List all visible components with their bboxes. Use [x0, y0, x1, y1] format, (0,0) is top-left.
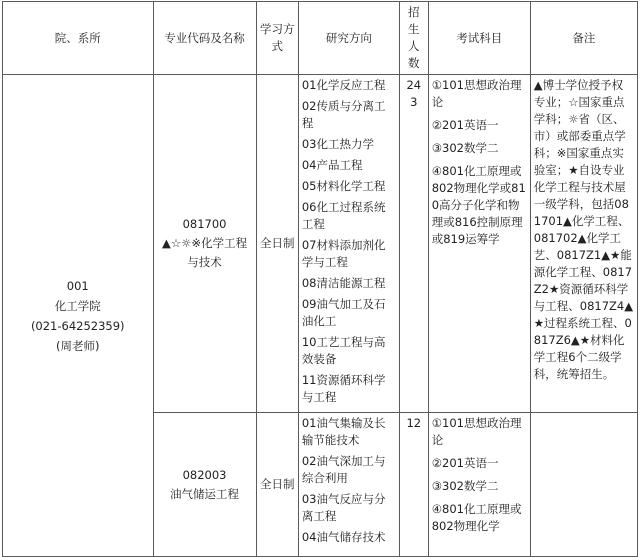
department-contact: (周老师): [56, 338, 100, 353]
list-item: ①101思想政治理论: [431, 416, 522, 447]
list-item: 01油气集输及长输节能技术: [301, 416, 386, 447]
major-code: 082003: [182, 467, 227, 482]
department-code: 001: [66, 278, 89, 293]
list-item: 08清洁能源工程: [301, 276, 386, 290]
list-item: 09油气加工及石油化工: [301, 297, 386, 328]
list-item: 05材料化学工程: [301, 179, 386, 193]
header-research: 研究方向: [298, 2, 399, 75]
exam-list: [432, 77, 527, 248]
major-name: 油气储运工程: [170, 486, 240, 501]
list-item: 07材料添加剂化学与工程: [301, 238, 386, 269]
research-list: [302, 415, 396, 546]
notes-cell: ▲博士学位授予权专业；☆国家重点学科；☼省（区、市）或部委重点学科；※国家重点实验室；★自设专业化学工程与技术屋一级学科，包括081701▲化学工程、081702▲化学工艺、0817Z1▲★能源化学工程、0817Z2★资源循环科学与工程、0817Z4▲★过程系统工程、0817Z6▲★材料化学工程6个二级学科，统筹招生。: [530, 75, 637, 413]
header-dept: 院、系所: [3, 2, 154, 75]
list-item: 02油气深加工与综合利用: [301, 454, 386, 485]
list-item: 01化学反应工程: [301, 78, 386, 92]
research-cell: [298, 413, 399, 557]
header-exam: 考试科目: [428, 2, 530, 75]
list-item: 10工艺工程与高效装备: [301, 335, 386, 366]
list-item: ②201英语一: [431, 118, 499, 132]
department-cell: [3, 75, 154, 557]
research-list: [302, 77, 396, 406]
list-item: ②201英语一: [431, 456, 499, 470]
study-mode: 全日制: [256, 413, 298, 557]
header-row: [3, 2, 638, 75]
department-phone: (021-64252359): [30, 318, 125, 333]
exam-cell: [428, 75, 530, 413]
list-item: 04产品工程: [301, 158, 363, 172]
study-mode: 全日制: [256, 75, 298, 413]
major-name: ▲☆☼※化学工程与技术: [161, 236, 248, 269]
major-code: 081700: [182, 217, 227, 231]
research-cell: [298, 75, 399, 413]
department-name: 化工学院: [54, 298, 101, 313]
list-item: 04油气储存技术: [301, 530, 386, 544]
list-item: 06化工过程系统工程: [301, 200, 386, 231]
header-major: 专业代码及名称: [153, 2, 256, 75]
exam-list: [432, 415, 527, 535]
table-row: [3, 75, 638, 413]
list-item: 03油气反应与分离工程: [301, 492, 386, 523]
quota-value: 12: [399, 413, 428, 557]
list-item: 11资源循环科学与工程: [301, 373, 386, 404]
exam-cell: [428, 413, 530, 557]
header-notes: 备注: [530, 2, 637, 75]
list-item: ③302数学二: [431, 479, 499, 493]
major-cell: [153, 75, 256, 413]
list-item: ④801化工原理或802物理化学或810高分子化学和物理或816控制原理或819运筹学: [431, 164, 526, 246]
list-item: ③302数学二: [431, 141, 499, 155]
major-cell: [153, 413, 256, 557]
notes-cell: [530, 413, 637, 557]
list-item: 03化工热力学: [301, 137, 374, 151]
list-item: ①101思想政治理论: [431, 78, 522, 109]
quota-value: 243: [399, 75, 428, 413]
list-item: ④801化工原理或802物理化学: [431, 502, 522, 533]
header-mode: 学习方式: [256, 2, 298, 75]
header-quota: 招生人数: [399, 2, 428, 75]
list-item: 02传质与分离工程: [301, 99, 386, 130]
admissions-table: [2, 1, 638, 557]
